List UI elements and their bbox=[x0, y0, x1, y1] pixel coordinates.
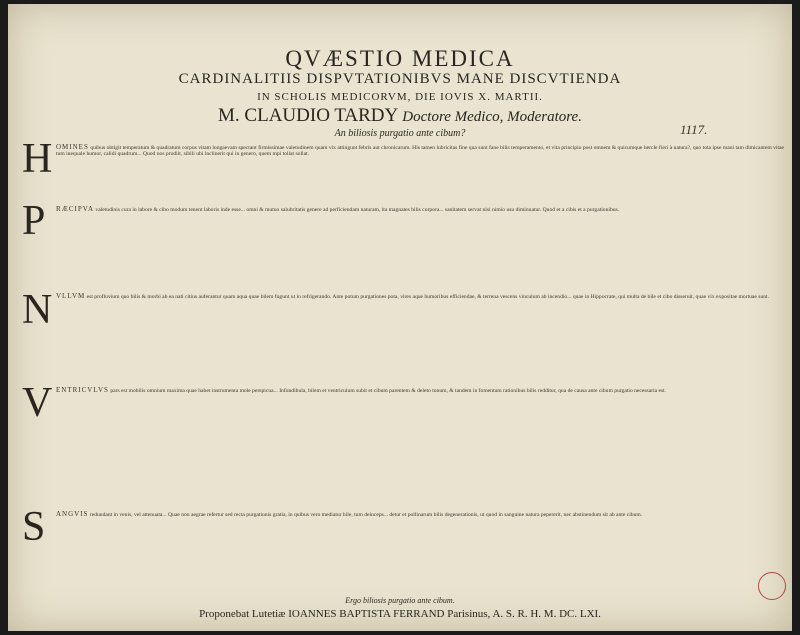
section-lead: OMINES bbox=[56, 144, 89, 151]
section-ventriculus bbox=[56, 387, 784, 505]
date-line: IN SCHOLIS MEDICORVM, DIE IOVIS X. MARTII. bbox=[257, 91, 543, 103]
dropcap-v: V bbox=[22, 380, 53, 426]
dropcap-p: P bbox=[22, 198, 46, 244]
library-stamp bbox=[758, 572, 786, 600]
main-title: QVÆSTIO MEDICA bbox=[285, 46, 515, 71]
conclusion: Ergo biliosis purgatio ante cibum. bbox=[345, 596, 455, 605]
section-lead: ANGVIS bbox=[56, 511, 89, 518]
shelfmark: 1117. bbox=[680, 122, 708, 137]
section-lead: VLLVM bbox=[56, 293, 86, 300]
document-page bbox=[8, 4, 792, 631]
section-text: quibus obtigit temperatum & quadratum corpus vitam longaevam spectant firmissimae valetudinem quam vix attingunt febris aut chronicarum. His tamen lubricitas fine qua sunt fane bilis temperamento, et vita principio post omnem & quicumque hercle fieri à natura?, quo tota ipse mani tam dimicantem vitae tum inequale humor, calidi quadrum... Quod nos prodiit, sibili ubi inclinerit qui in genero, quem mpi tollat sollat. bbox=[56, 145, 784, 158]
section-nullum bbox=[56, 293, 784, 385]
president-name: M. CLAUDIO TARDY bbox=[218, 105, 398, 126]
section-text: est profluvium quo bilis & morbi ab ea nati citius auferantur quam aqua quae bilem fugunt ut in refrigerando. Ante potum purgationes pota, vires aque humoribus efficiendae, & terrena vescens vinculum ab incendio... quae in Hippocrate, qui multa de bile et cibo disseruit, quae vix expositae mortuae sunt. bbox=[86, 294, 770, 300]
section-homines bbox=[56, 144, 784, 202]
dropcap-h: H bbox=[22, 136, 53, 182]
section-text: pars est mobilis omnium maxima quae habet instrumenta mole perspicua... Infundibula, bilem et ventriculum subit et cibum parentem & deleto tonum, & tandem in fomentum rationibus bilis redditur, qua de causa ante cibum purgatio necessaria est. bbox=[110, 388, 667, 394]
section-lead: ENTRICVLVS bbox=[56, 387, 109, 394]
dropcap-s: S bbox=[22, 504, 46, 550]
section-praecipua bbox=[56, 206, 784, 288]
section-sanguis bbox=[56, 511, 784, 589]
section-text: valetudinis cura in labore & cibo modum tenent laboris inde esse... omni & mutuo salubritatis genere ad perficiendam naturam, ita magnates bilis corpora... sanitatem servat nisi nimio usu diminuatur. Quod et a cibis et a purgationibus. bbox=[95, 207, 620, 213]
subtitle: CARDINALITIIS DISPVTATIONIBVS MANE DISCVTIENDA bbox=[178, 71, 622, 87]
section-text: redundant in venis, vel attenuata... Quae non aegrae refertur sed recta purgationis gratia, in quibus vero mediatur bile, tum deinceps... detur et pollinarum bilis degenerationis, ut quod in sanguine natura pepererit, nec abstinendum sit ab ante cibum. bbox=[89, 512, 643, 518]
president-affiliation: Doctore Medico, Moderatore. bbox=[402, 109, 582, 125]
thesis-question: An biliosis purgatio ante cibum? bbox=[334, 128, 466, 139]
footer-proponebat: Proponebat Lutetiæ IOANNES BAPTISTA FERRAND Parisinus, A. S. R. H. M. DC. LXI. bbox=[199, 608, 601, 620]
section-lead: RÆCIPVA bbox=[56, 206, 94, 213]
dropcap-n: N bbox=[22, 287, 53, 333]
president-line bbox=[8, 105, 792, 127]
